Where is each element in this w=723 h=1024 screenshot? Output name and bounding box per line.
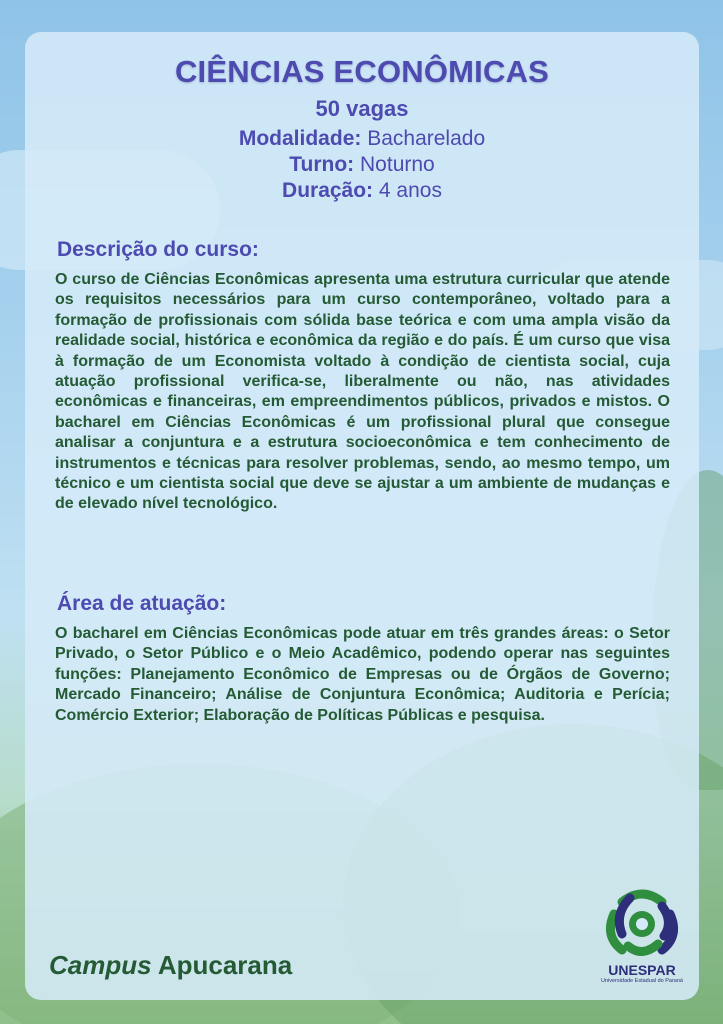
description-text: O curso de Ciências Econômicas apresenta uma estrutura curricular que atende os requisitos necessários para um curso contemporâneo, voltado para a formação de profissionais com sólida base teórica e com uma ampla visão da realidade social, histórica e econômica da região e do país. É um curso que visa à formação de um Economista voltado à condição de cientista social, cuja atuação profissional verifica-se, liberalmente ou não, nas atividades econômicas e financeiras, em empreendimentos públicos, privados e mistos. O bacharel em Ciências Econômicas é um profissional plural que consegue analisar a conjuntura e a estrutura socioeconômica e tem conhecimento de instrumentos e técnicas para resolver problemas, sendo, ao mesmo tempo, um técnico e um cientista social que deve se ajustar a um ambiente de mudanças e de elevado nível tecnológico. bbox=[55, 271, 670, 513]
duration-line bbox=[25, 178, 699, 204]
campus-name: Apucarana bbox=[157, 950, 293, 980]
shift-line bbox=[25, 152, 699, 178]
modality-label: Modalidade: bbox=[238, 127, 362, 150]
shift-value: Noturno bbox=[360, 153, 435, 176]
course-title: CIÊNCIAS ECONÔMICAS bbox=[174, 54, 550, 89]
description-title: Descrição do curso: bbox=[57, 238, 259, 261]
logo-name: UNESPAR bbox=[608, 962, 676, 978]
duration-value: 4 anos bbox=[378, 179, 442, 202]
duration-label: Duração: bbox=[282, 179, 374, 202]
modality-value: Bacharelado bbox=[367, 127, 486, 150]
campus-label bbox=[49, 950, 292, 981]
info-card bbox=[25, 32, 699, 1000]
career-title: Área de atuação: bbox=[57, 592, 227, 615]
career-text: O bacharel em Ciências Econômicas pode atuar em três grandes áreas: o Setor Privado, o Setor Público e o Meio Acadêmico, podendo operar nas seguintes funções: Planejamento Econômico de Empresas ou de Órgãos de Governo; Mercado Financeiro; Análise de Conjuntura Econômica; Auditoria e Perícia; Comércio Exterior; Elaboração de Políticas Públicas e pesquisa. bbox=[55, 625, 670, 724]
shift-label: Turno: bbox=[289, 153, 355, 176]
logo-subtitle: Universidade Estadual do Paraná bbox=[601, 978, 683, 984]
unespar-logo-icon bbox=[600, 884, 684, 960]
campus-word: Campus bbox=[49, 950, 152, 980]
modality-line bbox=[25, 126, 699, 152]
vacancies: 50 vagas bbox=[315, 96, 409, 121]
course-header bbox=[25, 54, 699, 204]
unespar-logo bbox=[597, 884, 687, 984]
